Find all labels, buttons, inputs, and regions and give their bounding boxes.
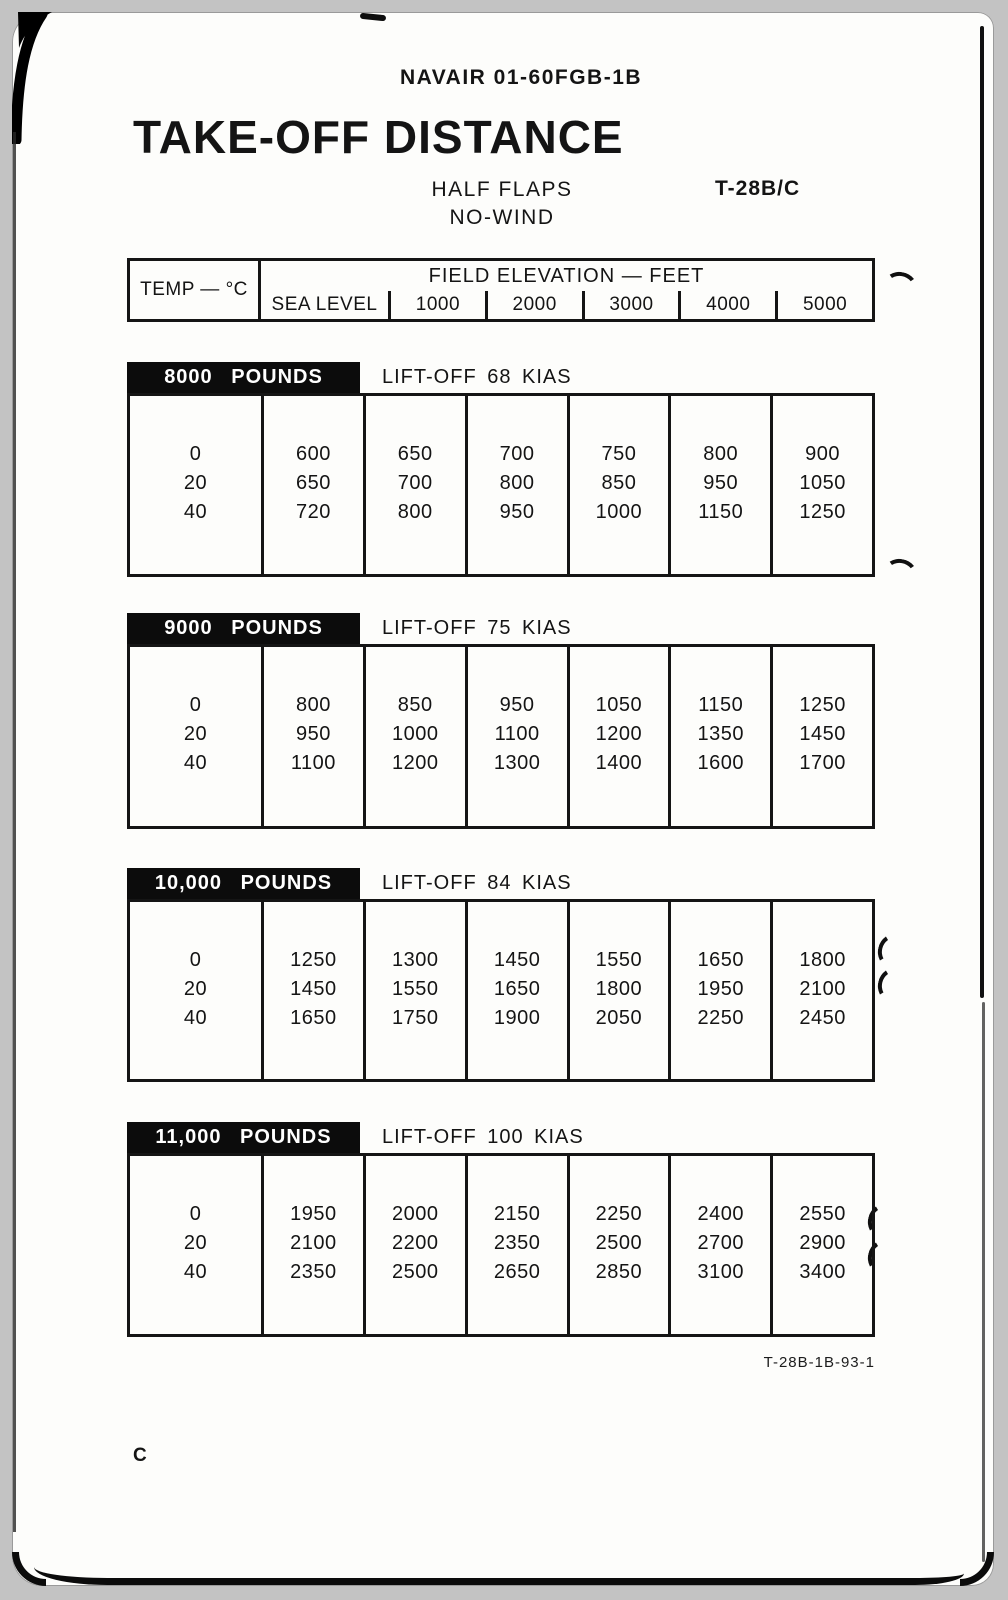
- temp-column: [130, 647, 261, 826]
- weight-section-9000: [127, 613, 875, 829]
- distance-cell: 800: [499, 472, 535, 494]
- distance-cell: 1050: [799, 472, 846, 494]
- scan-mark: [360, 13, 386, 22]
- distance-cell: 1650: [290, 1007, 337, 1029]
- distance-cell: 600: [295, 443, 331, 465]
- distance-column: [261, 902, 363, 1079]
- distance-cell: 950: [499, 694, 535, 716]
- distance-cell: 2250: [595, 1203, 643, 1225]
- distance-cell: 1550: [391, 978, 439, 1000]
- temp-cell: 40: [183, 752, 208, 774]
- page-edge-shadow: [980, 26, 984, 998]
- distance-cell: 1000: [391, 723, 439, 745]
- distance-cell: 1650: [493, 978, 541, 1000]
- distance-cell: 1200: [391, 752, 439, 774]
- scan-mark: [874, 931, 911, 971]
- distance-column: [465, 396, 567, 574]
- section-header: [127, 613, 875, 644]
- distance-cell: 2400: [697, 1203, 744, 1225]
- distance-cell: 1750: [391, 1007, 439, 1029]
- section-header: [127, 362, 875, 393]
- temp-cell: 40: [183, 1007, 208, 1029]
- distance-cell: 1350: [697, 723, 744, 745]
- scan-frame-bottom: [34, 1567, 964, 1585]
- distance-cell: 950: [703, 472, 739, 494]
- distance-column: [770, 396, 872, 574]
- scan-frame-corner: [12, 1552, 46, 1586]
- section-header: [127, 1122, 875, 1153]
- distance-cell: 1300: [493, 752, 541, 774]
- distance-cell: 3100: [697, 1261, 744, 1283]
- distance-cell: 800: [295, 694, 331, 716]
- page-letter: C: [133, 1445, 147, 1466]
- elevation-column-header: 3000: [582, 291, 679, 319]
- distance-cell: 2550: [799, 1203, 846, 1225]
- distance-cell: 750: [601, 443, 637, 465]
- distance-cell: 1950: [290, 1203, 337, 1225]
- distance-cell: 1100: [494, 723, 540, 745]
- temp-cell: 20: [183, 1232, 208, 1254]
- distance-cell: 1150: [698, 694, 744, 716]
- weight-section-8000: [127, 362, 875, 577]
- temp-column: [130, 396, 261, 574]
- distance-cell: 1700: [799, 752, 846, 774]
- distance-column: [261, 396, 363, 574]
- conditions-block: [380, 176, 624, 232]
- elevation-column-header: SEA LEVEL: [271, 294, 378, 315]
- distance-cell: 2650: [493, 1261, 541, 1283]
- distance-cell: 1550: [595, 949, 643, 971]
- elevation-column-header: 5000: [775, 291, 872, 319]
- elevation-header-area: [261, 261, 872, 319]
- distance-cell: 3400: [799, 1261, 846, 1283]
- liftoff-label: LIFT-OFF 100 KIAS: [382, 1126, 584, 1148]
- liftoff-label: LIFT-OFF 84 KIAS: [382, 872, 572, 894]
- liftoff-label: LIFT-OFF 75 KIAS: [382, 617, 572, 639]
- distance-column: [363, 647, 465, 826]
- temp-column: [130, 902, 261, 1079]
- distance-cell: 800: [703, 443, 739, 465]
- distance-cell: 2500: [595, 1232, 643, 1254]
- distance-cell: 2450: [799, 1007, 846, 1029]
- temp-cell: 40: [183, 501, 208, 523]
- distance-cell: 700: [397, 472, 433, 494]
- scan-mark: [881, 556, 920, 591]
- distance-column: [465, 902, 567, 1079]
- distance-column: [668, 647, 770, 826]
- distance-cell: 1200: [595, 723, 643, 745]
- temp-column: [130, 1156, 261, 1334]
- page-edge-shadow: [13, 132, 16, 1532]
- distance-cell: 1300: [391, 949, 439, 971]
- scan-mark: [881, 269, 920, 304]
- distance-cell: 2150: [493, 1203, 541, 1225]
- distance-column: [668, 902, 770, 1079]
- temp-cell: 20: [183, 978, 208, 1000]
- field-elevation-header-table: [127, 258, 875, 322]
- distance-cell: 900: [805, 443, 841, 465]
- elevation-column-header: 2000: [485, 291, 582, 319]
- distance-cell: 1800: [595, 978, 643, 1000]
- figure-reference: T-28B-1B-93-1: [763, 1354, 875, 1371]
- distance-table: [127, 1153, 875, 1337]
- elevation-column-header: 1000: [388, 291, 485, 319]
- temp-cell: 20: [183, 472, 208, 494]
- scan-mark: [874, 965, 911, 1005]
- distance-cell: 2350: [493, 1232, 541, 1254]
- distance-cell: 1600: [697, 752, 744, 774]
- distance-column: [261, 647, 363, 826]
- weight-section-10000: [127, 868, 875, 1082]
- distance-cell: 2050: [595, 1007, 643, 1029]
- distance-cell: 1250: [799, 694, 846, 716]
- distance-column: [567, 902, 669, 1079]
- weight-label: 8000 POUNDS: [127, 362, 360, 393]
- weight-section-11000: [127, 1122, 875, 1337]
- liftoff-label: LIFT-OFF 68 KIAS: [382, 366, 572, 388]
- distance-cell: 1450: [493, 949, 541, 971]
- distance-cell: 2200: [391, 1232, 439, 1254]
- distance-cell: 1450: [290, 978, 337, 1000]
- distance-cell: 1800: [799, 949, 846, 971]
- distance-column: [465, 1156, 567, 1334]
- distance-cell: 2000: [391, 1203, 439, 1225]
- temp-cell: 0: [189, 1203, 202, 1225]
- distance-table: [127, 393, 875, 577]
- distance-cell: 850: [397, 694, 433, 716]
- temp-cell: 0: [189, 443, 202, 465]
- distance-cell: 2850: [595, 1261, 643, 1283]
- distance-column: [363, 396, 465, 574]
- distance-cell: 2500: [391, 1261, 439, 1283]
- distance-cell: 2100: [290, 1232, 337, 1254]
- distance-cell: 1250: [290, 949, 337, 971]
- temp-cell: 40: [183, 1261, 208, 1283]
- distance-cell: 2350: [290, 1261, 337, 1283]
- distance-cell: 1000: [595, 501, 643, 523]
- weight-label: 11,000 POUNDS: [127, 1122, 360, 1153]
- distance-cell: 1900: [493, 1007, 541, 1029]
- weight-label: 9000 POUNDS: [127, 613, 360, 644]
- elevation-column-header: 4000: [678, 291, 775, 319]
- distance-column: [363, 902, 465, 1079]
- distance-column: [465, 647, 567, 826]
- page-edge-shadow: [982, 1002, 985, 1562]
- distance-cell: 950: [295, 723, 331, 745]
- distance-cell: 2100: [799, 978, 846, 1000]
- elevation-columns: [261, 291, 872, 319]
- distance-cell: 800: [397, 501, 433, 523]
- distance-column: [363, 1156, 465, 1334]
- distance-column: [567, 1156, 669, 1334]
- distance-cell: 2250: [697, 1007, 744, 1029]
- distance-cell: 1250: [799, 501, 846, 523]
- temp-cell: 0: [189, 949, 202, 971]
- weight-label: 10,000 POUNDS: [127, 868, 360, 899]
- distance-column: [770, 1156, 872, 1334]
- distance-cell: 850: [601, 472, 637, 494]
- distance-column: [668, 1156, 770, 1334]
- distance-column: [567, 396, 669, 574]
- distance-column: [261, 1156, 363, 1334]
- temp-cell: 20: [183, 723, 208, 745]
- scan-frame-corner: [960, 1552, 994, 1586]
- condition-flaps: HALF FLAPS: [431, 178, 573, 201]
- distance-cell: 1100: [290, 752, 336, 774]
- document-page: [12, 12, 994, 1586]
- aircraft-model: T-28B/C: [715, 177, 801, 200]
- distance-cell: 1150: [698, 501, 744, 523]
- field-elevation-label: FIELD ELEVATION — FEET: [428, 264, 705, 287]
- distance-cell: 1450: [799, 723, 846, 745]
- distance-column: [668, 396, 770, 574]
- distance-cell: 700: [499, 443, 535, 465]
- distance-table: [127, 644, 875, 829]
- distance-cell: 1400: [595, 752, 643, 774]
- distance-cell: 950: [499, 501, 535, 523]
- distance-cell: 1950: [697, 978, 744, 1000]
- distance-cell: 1650: [697, 949, 744, 971]
- distance-column: [770, 902, 872, 1079]
- distance-column: [567, 647, 669, 826]
- distance-cell: 2700: [697, 1232, 744, 1254]
- distance-cell: 650: [397, 443, 433, 465]
- distance-table: [127, 899, 875, 1082]
- temp-header-cell: TEMP — °C: [130, 261, 261, 319]
- distance-cell: 2900: [799, 1232, 846, 1254]
- condition-wind: NO-WIND: [449, 206, 555, 229]
- distance-cell: 720: [295, 501, 331, 523]
- section-header: [127, 868, 875, 899]
- doc-number: NAVAIR 01-60FGB-1B: [399, 66, 643, 89]
- distance-cell: 650: [295, 472, 331, 494]
- page-title: TAKE-OFF DISTANCE: [133, 111, 624, 163]
- distance-cell: 1050: [595, 694, 643, 716]
- temp-cell: 0: [189, 694, 202, 716]
- distance-column: [770, 647, 872, 826]
